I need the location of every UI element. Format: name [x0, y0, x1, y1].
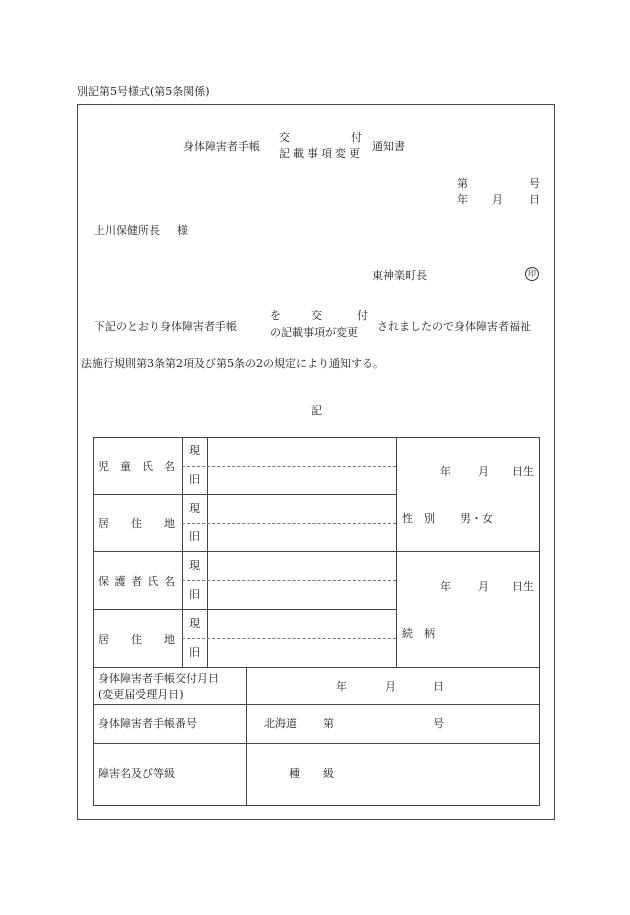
address-current-mark: 現	[189, 502, 200, 515]
table-border-right	[539, 437, 540, 806]
guardian-old-mark: 旧	[189, 588, 200, 601]
label-char: 居	[98, 633, 109, 646]
table-line-row-6	[93, 743, 540, 744]
sex-value: 男・女	[460, 512, 493, 525]
dashed-separator	[182, 466, 396, 467]
body-trail: されましたので身体障害者福祉	[377, 320, 531, 333]
guardian-address-label	[98, 634, 175, 645]
handbook-number-label: 身体障害者手帳番号	[98, 717, 197, 730]
title-suffix: 通知書	[372, 140, 405, 153]
title-option-change: 記載事項変更	[279, 147, 363, 160]
table-col-genkyu-split	[207, 437, 208, 667]
body-option-issue-c: 付	[357, 309, 368, 322]
doc-number-dai: 第	[457, 177, 468, 190]
table-col-right-split	[396, 437, 397, 667]
title-prefix: 身体障害者手帳	[183, 140, 260, 153]
ki-heading: 記	[311, 404, 322, 417]
label-char: 保	[98, 575, 109, 588]
label-char: 居	[98, 517, 109, 530]
address-old-mark: 旧	[189, 530, 200, 543]
guardian-name-label	[98, 576, 175, 587]
doc-date-year: 年	[457, 193, 468, 206]
sex-label	[402, 513, 435, 524]
issue-date-year: 年	[336, 680, 347, 693]
doc-date-day: 日	[529, 193, 540, 206]
issue-date-day: 日	[433, 680, 444, 693]
table-border-left	[93, 437, 94, 806]
label-char: 地	[164, 517, 175, 530]
label-char: 住	[131, 633, 142, 646]
table-line-bottom	[93, 805, 540, 806]
seal-mark: 印	[525, 267, 539, 281]
doc-date-month: 月	[492, 193, 503, 206]
table-col-lower-split	[246, 667, 247, 806]
issue-date-label: 身体障害者手帳交付月日	[98, 672, 219, 685]
table-line-row-4	[93, 667, 540, 668]
doc-number-go: 号	[529, 177, 540, 190]
title-option-issue-b: 付	[351, 131, 362, 144]
issue-date-sub: (変更届受理月日)	[98, 688, 184, 701]
relation-label	[402, 628, 435, 639]
body-option-change: の記載事項が変更	[270, 326, 358, 339]
recipient-name: 上川保健所長	[94, 224, 160, 237]
label-char: 地	[164, 633, 175, 646]
child-address-label	[98, 518, 175, 529]
table-line-row-1	[93, 494, 396, 495]
label-char: 童	[120, 460, 131, 473]
guardian-address-old-mark: 旧	[189, 646, 200, 659]
label-char: 護	[114, 575, 126, 588]
guardian-birth-month: 月	[478, 580, 489, 593]
child-old-mark: 旧	[189, 473, 200, 486]
body-option-issue-a: を	[270, 309, 281, 322]
disability-grade: 級	[323, 767, 334, 780]
label-char: 柄	[424, 627, 435, 640]
table-line-row-5	[93, 704, 540, 705]
label-char: 住	[131, 517, 142, 530]
label-char: 氏	[147, 575, 159, 588]
disability-label: 障害名及び等級	[98, 767, 175, 780]
disability-type: 種	[289, 767, 300, 780]
child-current-mark: 現	[189, 444, 200, 457]
label-char: 名	[164, 575, 175, 588]
sender-name: 東神楽町長	[372, 269, 427, 282]
guardian-birth-year: 年	[440, 580, 451, 593]
label-char: 氏	[142, 460, 153, 473]
child-birth-month: 月	[478, 465, 489, 478]
body-lead: 下記のとおり身体障害者手帳	[94, 320, 237, 333]
recipient-honorific: 様	[177, 224, 188, 237]
child-birth-year: 年	[440, 465, 451, 478]
body-line-2: 法施行規則第3条第2項及び第5条の2の規定により通知する。	[81, 357, 384, 370]
child-birth-day: 日生	[512, 465, 534, 478]
handbook-number-go: 号	[433, 717, 444, 730]
title-option-issue-a: 交	[279, 131, 290, 144]
form-label: 別記第5号様式(第5条関係)	[77, 85, 210, 98]
guardian-birth-day: 日生	[512, 580, 534, 593]
child-name-label	[98, 461, 175, 472]
dashed-separator	[182, 523, 396, 524]
label-char: 性	[402, 512, 413, 525]
guardian-current-mark: 現	[189, 559, 200, 572]
body-option-issue-b: 交	[311, 309, 322, 322]
table-line-top	[93, 437, 540, 438]
table-line-row-3	[93, 609, 396, 610]
table-line-row-2	[93, 551, 540, 552]
label-char: 児	[98, 460, 109, 473]
issue-date-month: 月	[385, 680, 396, 693]
dashed-separator	[182, 638, 396, 639]
label-char: 別	[424, 512, 435, 525]
handbook-number-dai: 第	[323, 717, 334, 730]
guardian-address-current-mark: 現	[189, 617, 200, 630]
label-char: 者	[131, 575, 142, 588]
table-col-label-split	[182, 437, 183, 667]
label-char: 続	[402, 627, 413, 640]
label-char: 名	[164, 460, 175, 473]
dashed-separator	[182, 580, 396, 581]
handbook-prefecture: 北海道	[264, 717, 297, 730]
